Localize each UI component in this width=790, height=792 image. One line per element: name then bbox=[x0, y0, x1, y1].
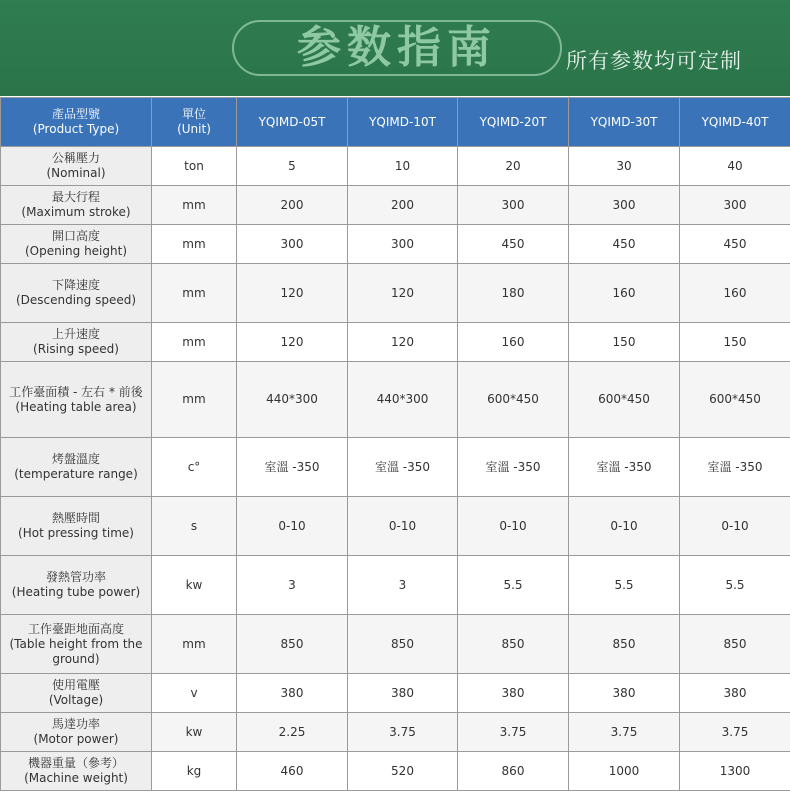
table-row bbox=[1, 615, 790, 674]
row-label-cn: 工作臺距地面高度 bbox=[27, 621, 124, 636]
row-unit: s bbox=[152, 497, 237, 556]
table-row bbox=[1, 323, 790, 362]
table-row bbox=[1, 497, 790, 556]
row-value: 160 bbox=[680, 264, 790, 323]
row-label-en: (Table height from the ground) bbox=[9, 636, 143, 666]
row-label-cn: 最大行程 bbox=[51, 190, 100, 204]
row-value: 120 bbox=[237, 323, 348, 362]
row-value: 180 bbox=[458, 264, 569, 323]
header-unit-cn: 單位 bbox=[181, 107, 206, 121]
row-label bbox=[1, 147, 152, 186]
row-label bbox=[1, 264, 152, 323]
row-value: 380 bbox=[458, 674, 569, 713]
row-value: 5.5 bbox=[458, 556, 569, 615]
header-product-type-en: (Product Type) bbox=[32, 122, 120, 136]
row-value: 30 bbox=[569, 147, 680, 186]
row-value: 室溫 -350 bbox=[569, 438, 680, 497]
row-label-en: (Rising speed) bbox=[33, 342, 119, 356]
page-subtitle: 所有参数均可定制 bbox=[566, 49, 742, 73]
row-value: 40 bbox=[680, 147, 790, 186]
header-model: YQIMD-05T bbox=[237, 98, 348, 147]
row-unit: mm bbox=[152, 225, 237, 264]
table-row bbox=[1, 438, 790, 497]
table-row bbox=[1, 752, 790, 791]
header-banner bbox=[0, 0, 790, 96]
row-unit: kw bbox=[152, 713, 237, 752]
row-label-cn: 發熱管功率 bbox=[45, 570, 106, 584]
page-title: 参数指南 bbox=[297, 22, 497, 73]
row-value: 120 bbox=[348, 264, 458, 323]
row-value: 300 bbox=[569, 186, 680, 225]
row-value: 600*450 bbox=[680, 362, 790, 438]
table-row bbox=[1, 264, 790, 323]
row-label-en: (Heating table area) bbox=[15, 399, 137, 414]
header-unit-en: (Unit) bbox=[177, 122, 211, 136]
row-unit: v bbox=[152, 674, 237, 713]
row-label-cn: 烤盤溫度 bbox=[51, 452, 100, 466]
row-value: 860 bbox=[458, 752, 569, 791]
row-value: 0-10 bbox=[348, 497, 458, 556]
table-row bbox=[1, 225, 790, 264]
row-value: 200 bbox=[348, 186, 458, 225]
row-value: 3.75 bbox=[458, 713, 569, 752]
row-value: 380 bbox=[348, 674, 458, 713]
row-label-en: (Nominal) bbox=[46, 166, 106, 180]
row-value: 120 bbox=[348, 323, 458, 362]
row-unit: mm bbox=[152, 264, 237, 323]
row-unit: mm bbox=[152, 615, 237, 674]
row-label-cn: 熱壓時間 bbox=[51, 511, 100, 525]
row-value: 室溫 -350 bbox=[348, 438, 458, 497]
table-row bbox=[1, 713, 790, 752]
row-value: 室溫 -350 bbox=[237, 438, 348, 497]
row-unit: mm bbox=[152, 323, 237, 362]
row-value: 160 bbox=[458, 323, 569, 362]
row-value: 1000 bbox=[569, 752, 680, 791]
row-value: 0-10 bbox=[680, 497, 790, 556]
row-label bbox=[1, 556, 152, 615]
row-label-cn: 馬達功率 bbox=[51, 717, 100, 731]
spec-table bbox=[0, 97, 790, 791]
header-product-type bbox=[1, 98, 152, 147]
row-value: 520 bbox=[348, 752, 458, 791]
header-unit bbox=[152, 98, 237, 147]
row-unit: mm bbox=[152, 186, 237, 225]
header-model: YQIMD-30T bbox=[569, 98, 680, 147]
row-value: 20 bbox=[458, 147, 569, 186]
row-label-en: (Machine weight) bbox=[24, 771, 128, 785]
row-value: 0-10 bbox=[237, 497, 348, 556]
row-label-cn: 下降速度 bbox=[51, 278, 100, 292]
row-unit: kw bbox=[152, 556, 237, 615]
table-row bbox=[1, 362, 790, 438]
row-label bbox=[1, 674, 152, 713]
row-value: 200 bbox=[237, 186, 348, 225]
row-value: 150 bbox=[569, 323, 680, 362]
row-label-en: (Voltage) bbox=[48, 693, 104, 707]
row-value: 300 bbox=[458, 186, 569, 225]
row-value: 0-10 bbox=[458, 497, 569, 556]
row-value: 850 bbox=[348, 615, 458, 674]
row-value: 5.5 bbox=[569, 556, 680, 615]
row-value: 460 bbox=[237, 752, 348, 791]
row-label-en: (Heating tube power) bbox=[11, 585, 141, 599]
row-label-cn: 公稱壓力 bbox=[51, 151, 100, 165]
header-row bbox=[1, 98, 790, 147]
row-label bbox=[1, 323, 152, 362]
row-value: 3.75 bbox=[348, 713, 458, 752]
row-label-en: (Motor power) bbox=[33, 732, 119, 746]
row-value: 300 bbox=[680, 186, 790, 225]
row-value: 0-10 bbox=[569, 497, 680, 556]
row-unit: kg bbox=[152, 752, 237, 791]
row-unit: c° bbox=[152, 438, 237, 497]
row-value: 850 bbox=[569, 615, 680, 674]
row-value: 3 bbox=[348, 556, 458, 615]
table-row bbox=[1, 556, 790, 615]
row-unit: mm bbox=[152, 362, 237, 438]
row-value: 3.75 bbox=[569, 713, 680, 752]
row-value: 2.25 bbox=[237, 713, 348, 752]
row-label-en: (Hot pressing time) bbox=[18, 526, 134, 540]
header-model: YQIMD-20T bbox=[458, 98, 569, 147]
row-value: 300 bbox=[348, 225, 458, 264]
row-value: 450 bbox=[458, 225, 569, 264]
row-value: 850 bbox=[458, 615, 569, 674]
row-value: 160 bbox=[569, 264, 680, 323]
row-label bbox=[1, 225, 152, 264]
row-value: 3.75 bbox=[680, 713, 790, 752]
row-value: 150 bbox=[680, 323, 790, 362]
row-label bbox=[1, 752, 152, 791]
row-value: 10 bbox=[348, 147, 458, 186]
row-label-en: (Descending speed) bbox=[15, 293, 137, 307]
row-value: 600*450 bbox=[569, 362, 680, 438]
row-unit: ton bbox=[152, 147, 237, 186]
row-value: 室溫 -350 bbox=[458, 438, 569, 497]
row-label-cn: 開口高度 bbox=[51, 229, 100, 243]
row-value: 600*450 bbox=[458, 362, 569, 438]
table-row bbox=[1, 186, 790, 225]
row-label bbox=[1, 713, 152, 752]
table-row bbox=[1, 674, 790, 713]
row-value: 300 bbox=[237, 225, 348, 264]
row-label-cn: 工作臺面積 - 左右 * 前後 bbox=[9, 384, 143, 399]
row-value: 5 bbox=[237, 147, 348, 186]
row-label bbox=[1, 615, 152, 674]
row-label-cn: 上升速度 bbox=[51, 327, 100, 341]
row-value: 440*300 bbox=[348, 362, 458, 438]
row-label-en: (Opening height) bbox=[24, 244, 128, 258]
row-label bbox=[1, 438, 152, 497]
row-label-en: (temperature range) bbox=[14, 467, 138, 481]
header-model: YQIMD-10T bbox=[348, 98, 458, 147]
row-value: 850 bbox=[237, 615, 348, 674]
row-label bbox=[1, 497, 152, 556]
row-value: 380 bbox=[569, 674, 680, 713]
header-product-type-cn: 產品型號 bbox=[51, 107, 100, 121]
table-row bbox=[1, 147, 790, 186]
row-label bbox=[1, 186, 152, 225]
header-model: YQIMD-40T bbox=[680, 98, 790, 147]
row-value: 380 bbox=[680, 674, 790, 713]
row-value: 450 bbox=[569, 225, 680, 264]
row-value: 440*300 bbox=[237, 362, 348, 438]
row-value: 3 bbox=[237, 556, 348, 615]
row-value: 1300 bbox=[680, 752, 790, 791]
row-label-en: (Maximum stroke) bbox=[21, 205, 131, 219]
row-label bbox=[1, 362, 152, 438]
row-value: 120 bbox=[237, 264, 348, 323]
row-value: 450 bbox=[680, 225, 790, 264]
row-value: 室溫 -350 bbox=[680, 438, 790, 497]
row-label-cn: 機器重量（參考） bbox=[27, 756, 124, 770]
row-label-cn: 使用電壓 bbox=[51, 678, 100, 692]
row-value: 850 bbox=[680, 615, 790, 674]
row-value: 5.5 bbox=[680, 556, 790, 615]
row-value: 380 bbox=[237, 674, 348, 713]
